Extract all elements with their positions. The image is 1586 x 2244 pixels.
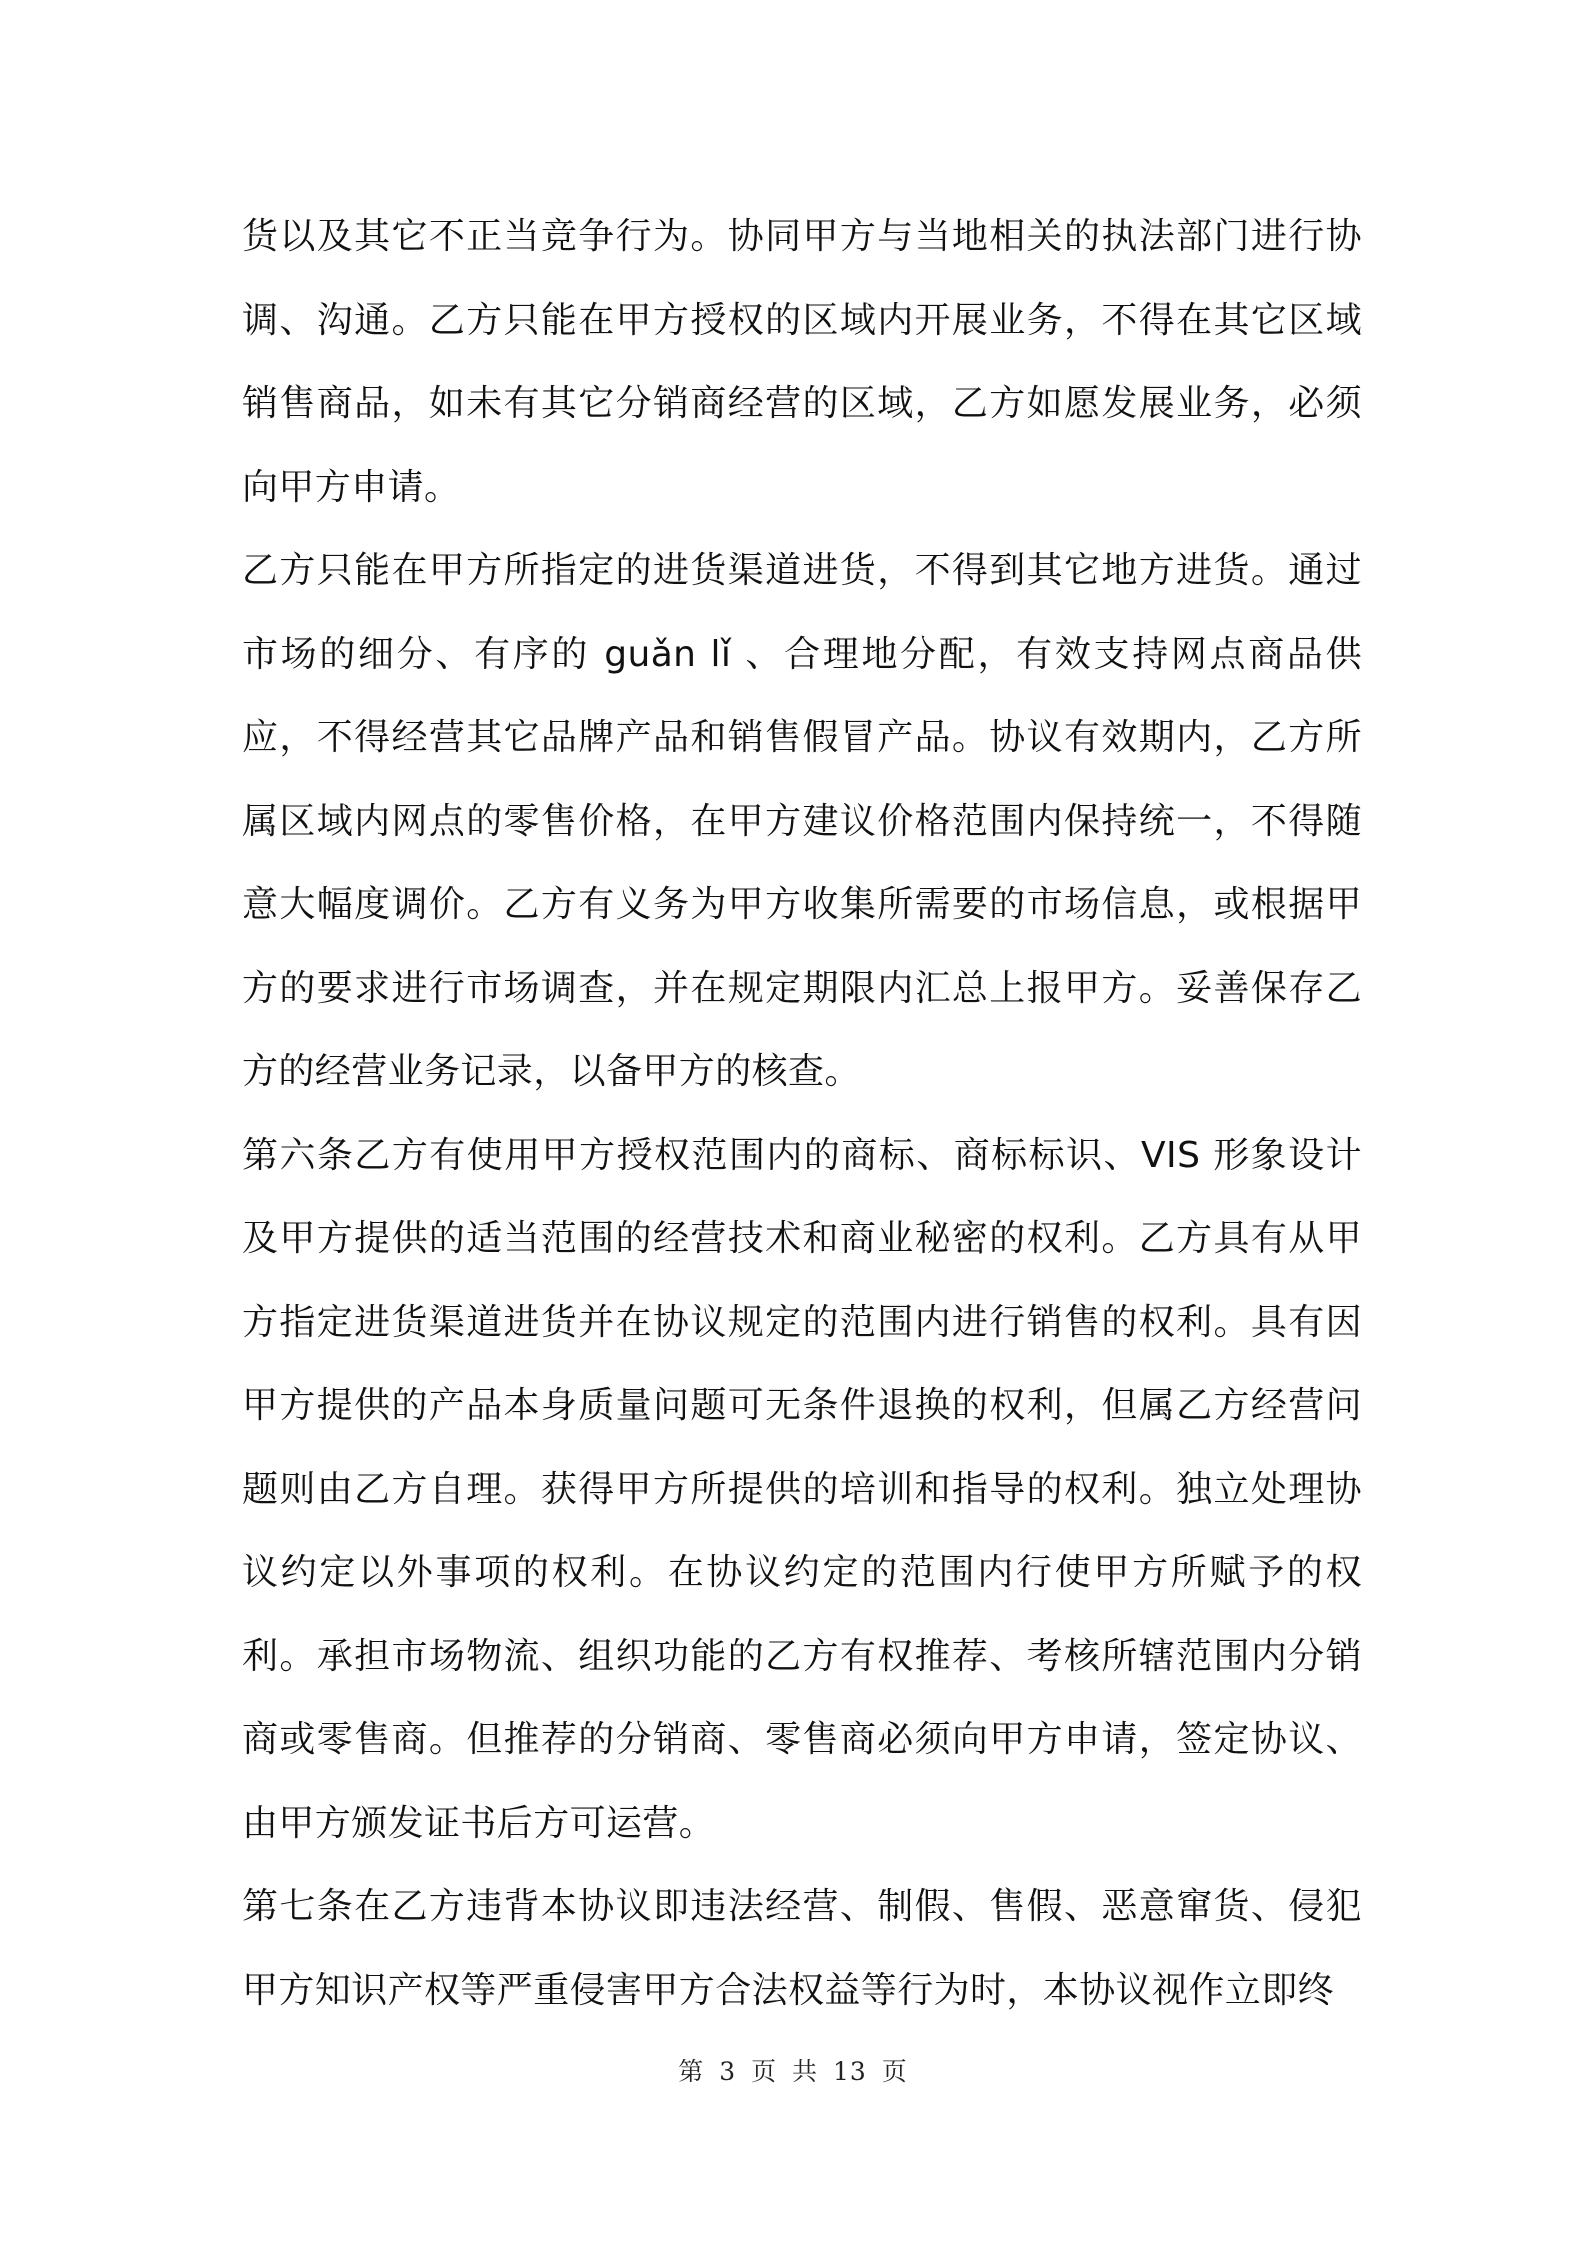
paragraph-2: 乙方只能在甲方所指定的进货渠道进货，不得到其它地方进货。通过市场的细分、有序的 guǎn lǐ 、合理地分配，有效支持网点商品供应，不得经营其它品牌产品和销售假冒产品。协议有效期内，乙方所属区域内网点的零售价格，在甲方建议价格范围内保持统一，不得随意大幅度调价。乙方有义务为甲方收集所需要的市场信息，或根据甲方的要求进行市场调查，并在规定期限内汇总上报甲方。妥善保存乙方的经营业务记录，以备甲方的核查。 [242,550,1362,1092]
paragraph-4: 第七条在乙方违背本协议即违法经营、制假、售假、恶意窜货、侵犯甲方知识产权等严重侵害甲方合法权益等行为时，本协议视作立即终 [242,1886,1362,2011]
document-body [242,195,1362,2032]
page-number-footer: 第 3 页 共 13 页 [678,2057,908,2086]
paragraph-3: 第六条乙方有使用甲方授权范围内的商标、商标标识、VIS 形象设计及甲方提供的适当范围的经营技术和商业秘密的权利。乙方具有从甲方指定进货渠道进货并在协议规定的范围内进行销售的权利。具有因甲方提供的产品本身质量问题可无条件退换的权利，但属乙方经营问题则由乙方自理。获得甲方所提供的培训和指导的权利。独立处理协议约定以外事项的权利。在协议约定的范围内行使甲方所赋予的权利。承担市场物流、组织功能的乙方有权推荐、考核所辖范围内分销商或零售商。但推荐的分销商、零售商必须向甲方申请，签定协议、由甲方颁发证书后方可运营。 [242,1134,1362,1844]
paragraph-1: 货以及其它不正当竞争行为。协同甲方与当地相关的执法部门进行协调、沟通。乙方只能在甲方授权的区域内开展业务，不得在其它区域销售商品，如未有其它分销商经营的区域，乙方如愿发展业务，必须向甲方申请。 [242,216,1362,508]
